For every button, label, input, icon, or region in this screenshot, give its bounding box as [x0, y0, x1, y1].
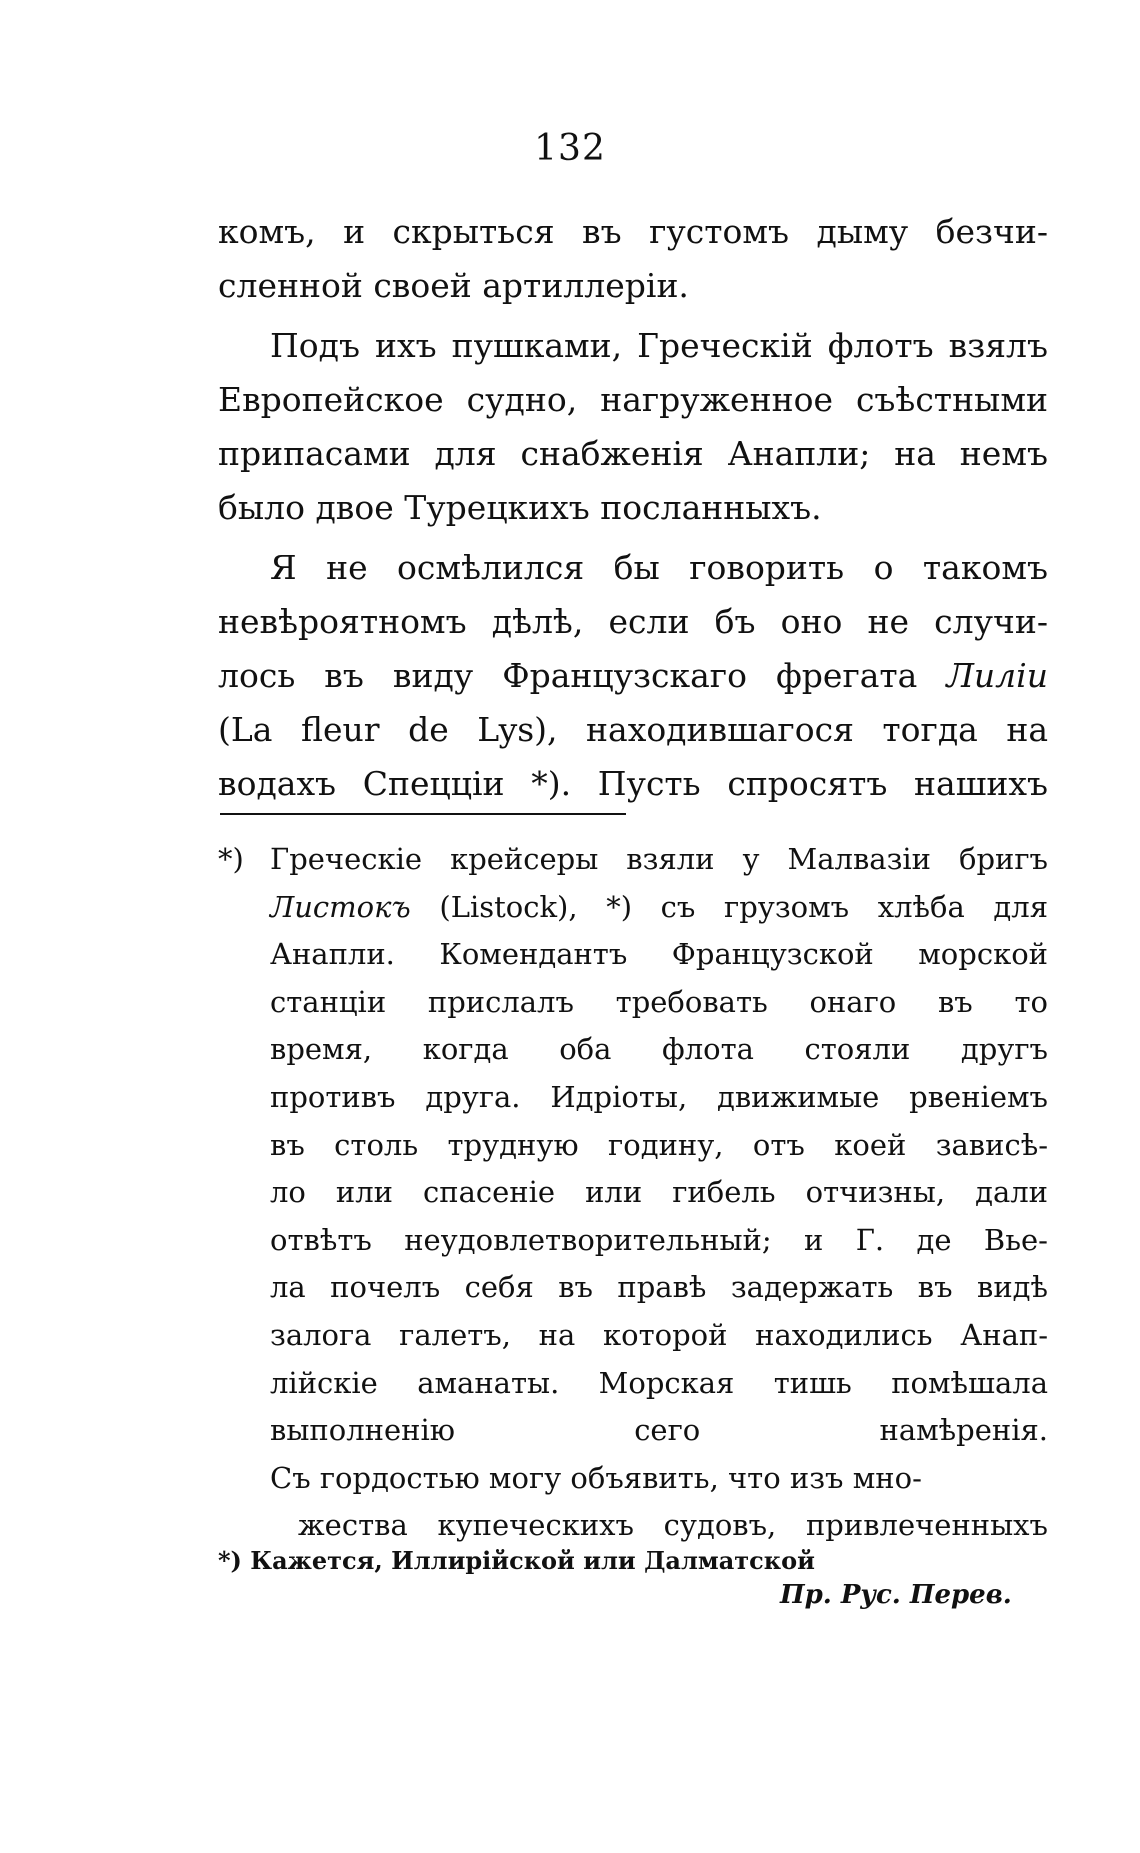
sub-footnote: *) Кажется, Иллирійской или Далматской [218, 1546, 815, 1575]
ship-name-lily: Лиліи [946, 656, 1048, 695]
text-line: (La fleur de Lys), находившагося тогда на [218, 710, 1048, 749]
footnote [218, 836, 1048, 1550]
footnote-line: противъ друга. Идріоты, движимые рвеніемъ [270, 1079, 1048, 1114]
footnote-line: время, когда оба флота стояли другъ [270, 1032, 1048, 1067]
text-line: комъ, и скрыться въ густомъ дыму безчи- [218, 212, 1048, 251]
text-line: сленной своей артиллеріи. [218, 266, 689, 305]
text-line: Европейское судно, нагруженное съѣстными [218, 380, 1048, 419]
text-segment: (Listock), *) съ грузомъ хлѣба для [439, 889, 1049, 924]
page-number: 132 [534, 128, 606, 169]
translator-note: Пр. Рус. Перев. [780, 1580, 1012, 1610]
footnote-line: жества купеческихъ судовъ, привлеченныхъ [298, 1508, 1048, 1543]
footnote-line: ла почелъ себя въ правѣ задержать въ видѣ [270, 1270, 1048, 1305]
text-line [218, 649, 1048, 703]
text-line: припасами для снабженія Анапли; на немъ [218, 434, 1048, 473]
footnote-line: ло или спасеніе или гибель отчизны, дали [270, 1175, 1048, 1210]
footnote-line: залога галетъ, на которой находились Анап- [270, 1317, 1048, 1352]
main-text [218, 205, 1048, 811]
text-segment: лось въ виду Французскаго фрегата [218, 656, 918, 695]
footnote-line: Анапли. Комендантъ Французской морской [270, 937, 1048, 972]
footnote-body [270, 836, 1048, 1550]
text-line: водахъ Спецціи *). Пусть спросятъ нашихъ [218, 764, 1048, 803]
text-line: было двое Турецкихъ посланныхъ. [218, 488, 822, 527]
footnote-line: выполненію сего намѣренія. [270, 1413, 1048, 1448]
footnote-marker: *) [218, 842, 244, 876]
footnote-line: Греческіе крейсеры взяли у Малвазіи бригъ [270, 842, 1048, 876]
text-line: невѣроятномъ дѣлѣ, если бъ оно не случи- [218, 602, 1048, 641]
text-line: Подъ ихъ пушками, Греческій флотъ взялъ [270, 326, 1048, 365]
footnote-line: станціи прислалъ требовать онаго въ то [270, 984, 1048, 1019]
footnote-line: Съ гордостью могу объявить, что изъ мно- [270, 1460, 922, 1495]
text-line: Я не осмѣлился бы говорить о такомъ [270, 548, 1048, 587]
footnote-line [270, 884, 1048, 932]
footnote-line: отвѣтъ неудовлетворительный; и Г. де Вье- [270, 1222, 1048, 1257]
footnote-line: лійскіе аманаты. Морская тишь помѣшала [270, 1365, 1048, 1400]
ship-name-listok: Листокъ [270, 889, 411, 924]
footnote-rule [220, 813, 626, 815]
footnote-line: въ столь трудную годину, отъ коей зависѣ- [270, 1127, 1048, 1162]
